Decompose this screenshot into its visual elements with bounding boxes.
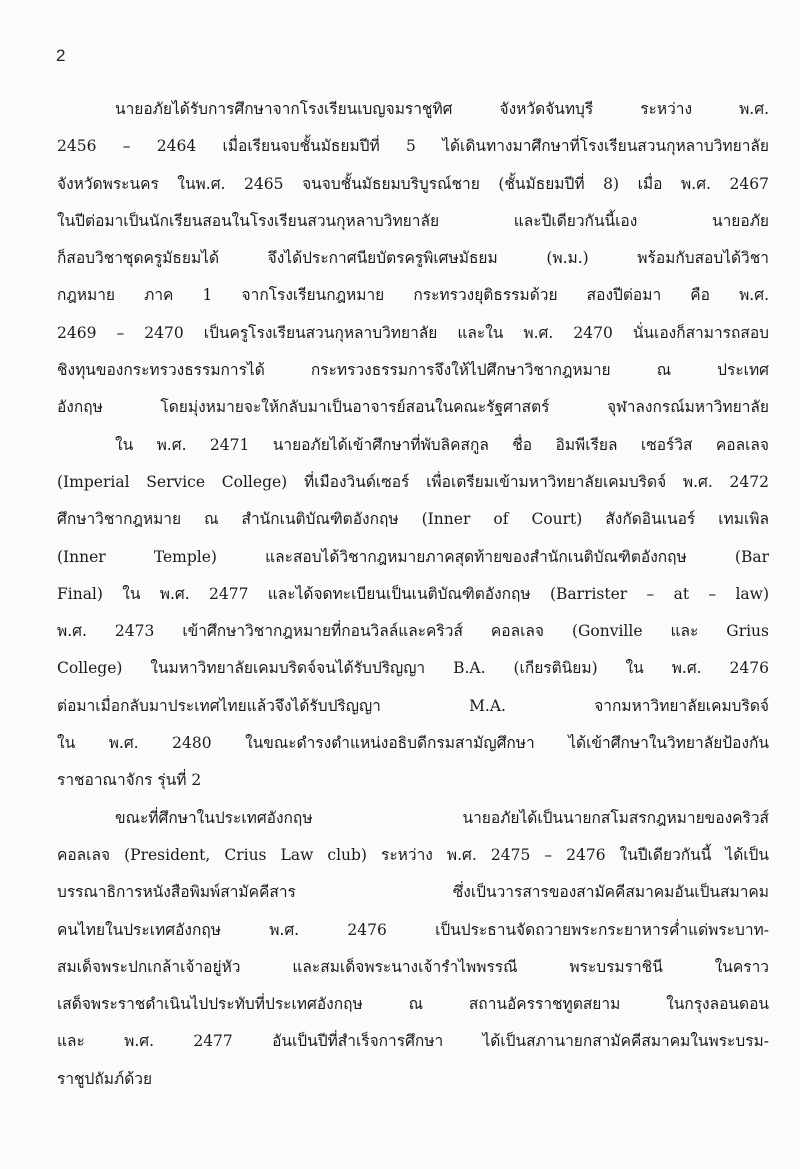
text-line: Final) ใน พ.ศ. 2477 และได้จดทะเบียนเป็นเนติบัณฑิตอังกฤษ (Barrister – at – law): [57, 584, 769, 603]
text-line: เสด็จพระราชดำเนินไปประทับที่ประเทศอังกฤษ ณ สถานอัครราชทูตสยาม ในกรุงลอนดอน: [57, 995, 769, 1014]
text-line: ชิงทุนของกระทรวงธรรมการได้ กระทรวงธรรมการจึงให้ไปศึกษาวิชากฎหมาย ณ ประเทศ: [57, 361, 769, 380]
text-line: คนไทยในประเทศอังกฤษ พ.ศ. 2476 เป็นประธานจัดถวายพระกระยาหารค่ำแด่พระบาท-: [57, 920, 769, 939]
text-line: ขณะที่ศึกษาในประเทศอังกฤษ นายอภัยได้เป็นนายกสโมสรกฎหมายของคริวส์: [115, 808, 769, 827]
text-line: กฎหมาย ภาค 1 จากโรงเรียนกฎหมาย กระทรวงยุติธรรมด้วย สองปีต่อมา คือ พ.ศ.: [57, 286, 769, 305]
paragraph-education-early: [57, 91, 769, 427]
text-line: อังกฤษ โดยมุ่งหมายจะให้กลับมาเป็นอาจารย์สอนในคณะรัฐศาสตร์ จุฬาลงกรณ์มหาวิทยาลัย: [57, 398, 769, 417]
text-line: ใน พ.ศ. 2480 ในขณะดำรงตำแหน่งอธิบดีกรมสามัญศึกษา ได้เข้าศึกษาในวิทยาลัยป้องกัน: [57, 734, 769, 753]
text-line: ราชูปถัมภ์ด้วย: [57, 1069, 153, 1088]
text-line: ศึกษาวิชากฎหมาย ณ สำนักเนติบัณฑิตอังกฤษ (Inner of Court) สังกัดอินเนอร์ เทมเพิล: [57, 510, 769, 529]
page-number: 2: [56, 46, 66, 65]
text-line: บรรณาธิการหนังสือพิมพ์สามัคคีสาร ซึ่งเป็นวารสารของสามัคคีสมาคมอันเป็นสมาคม: [57, 883, 769, 902]
text-line: สมเด็จพระปกเกล้าเจ้าอยู่หัว และสมเด็จพระนางเจ้ารำไพพรรณี พระบรมราชินี ในคราว: [57, 957, 769, 976]
text-line: (Inner Temple) และสอบได้วิชากฎหมายภาคสุดท้ายของสำนักเนติบัณฑิตอังกฤษ (Bar: [57, 547, 769, 566]
text-line: College) ในมหาวิทยาลัยเคมบริดจ์จนได้รับปริญญา B.A. (เกียรตินิยม) ใน พ.ศ. 2476: [57, 659, 769, 678]
text-line: พ.ศ. 2473 เข้าศึกษาวิชากฎหมายที่กอนวิลล์และคริวส์ คอลเลจ (Gonville และ Grius: [57, 622, 769, 641]
paragraph-activities-england: [57, 800, 769, 1098]
text-line: คอลเลจ (President, Crius Law club) ระหว่าง พ.ศ. 2475 – 2476 ในปีเดียวกันนี้ ได้เป็น: [57, 845, 769, 864]
text-line: จังหวัดพระนคร ในพ.ศ. 2465 จนจบชั้นมัธยมบริบูรณ์ชาย (ชั้นมัธยมปีที่ 8) เมื่อ พ.ศ. 2467: [57, 174, 769, 193]
text-line: 2469 – 2470 เป็นครูโรงเรียนสวนกุหลาบวิทยาลัย และใน พ.ศ. 2470 นั่นเองก็สามารถสอบ: [57, 323, 769, 342]
text-line: ในปีต่อมาเป็นนักเรียนสอนในโรงเรียนสวนกุหลาบวิทยาลัย และปีเดียวกันนี้เอง นายอภัย: [57, 211, 769, 230]
text-line: นายอภัยได้รับการศึกษาจากโรงเรียนเบญจมราชูทิศ จังหวัดจันทบุรี ระหว่าง พ.ศ.: [115, 100, 769, 118]
text-line: ก็สอบวิชาชุดครูมัธยมได้ จึงได้ประกาศนียบัตรครูพิเศษมัธยม (พ.ม.) พร้อมกับสอบได้วิชา: [57, 249, 769, 268]
text-line: ต่อมาเมื่อกลับมาประเทศไทยแล้วจึงได้รับปริญญา M.A. จากมหาวิทยาลัยเคมบริดจ์: [57, 696, 769, 715]
document-body: [57, 91, 769, 1098]
text-line: 2456 – 2464 เมื่อเรียนจบชั้นมัธยมปีที่ 5 ได้เดินทางมาศึกษาที่โรงเรียนสวนกุหลาบวิทยาลัย: [57, 137, 769, 156]
text-line: และ พ.ศ. 2477 อันเป็นปีที่สำเร็จการศึกษา ได้เป็นสภานายกสามัคคีสมาคมในพระบรม-: [57, 1032, 769, 1051]
text-line: (Imperial Service College) ที่เมืองวินด์เซอร์ เพื่อเตรียมเข้ามหาวิทยาลัยเคมบริดจ์ พ.ศ. 2472: [57, 472, 769, 491]
text-line: ใน พ.ศ. 2471 นายอภัยได้เข้าศึกษาที่พับลิคสกูล ชื่อ อิมพีเรียล เซอร์วิส คอลเลจ: [115, 435, 769, 454]
text-line: ราชอาณาจักร รุ่นที่ 2: [57, 771, 202, 790]
paragraph-education-england: [57, 427, 769, 800]
